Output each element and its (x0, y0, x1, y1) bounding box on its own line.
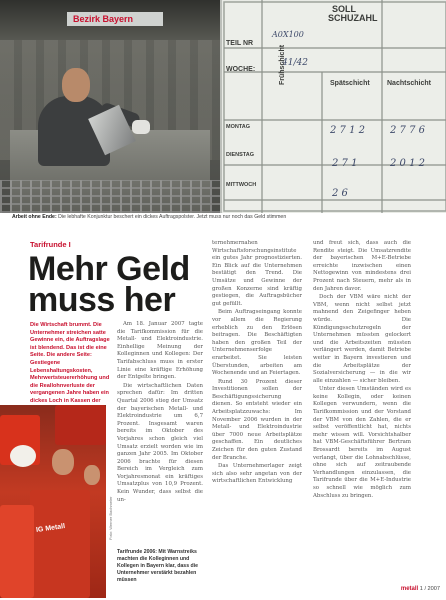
worker-head (62, 68, 90, 102)
union-flag (55, 405, 106, 445)
shift-board (220, 0, 446, 213)
board-week-handwriting: 41/42 (282, 58, 308, 68)
photo-credit: Foto: Werner Bachmeier (108, 496, 113, 540)
page-footer (360, 586, 440, 592)
paragraph: Unter diesen Umständen wird es keine Kollegin, oder keinen Kollegen verwundern, wenn die Tarifkommission und der Vorstand der VBM von den Zahlen, die er selbst veröffentlicht hat, nichts mehr wissen will. Vorsichtshalber hat VBM-Geschäftsführer Bertram Brossardt bereits im August verlangt, über die Lohnabschlüsse, ohne sich auf zeitraubende Verhandlungen einzulassen, die Tarifrunde über die M+E-Industrie so schnell wie möglich zum Abschluss zu bringen. (313, 386, 411, 499)
board-number: 2 7 1 2 (330, 125, 365, 136)
board-schuzahl: SCHUZAHL (328, 13, 378, 23)
board-soll: SOLL (332, 4, 356, 14)
text-column-1 (117, 321, 203, 505)
board-part-handwriting: A0X100 (272, 30, 304, 39)
balloon (10, 445, 36, 467)
paragraph: ternehmernahen Wirtschaftsforschungsinstitute ein gutes Jahr prognostizierten. Ein Blick auf die Unternehmen bestätigt den Trend. Die Umsätze und Gewinne der großen Konzerne sind kräftig gestiegen, die Auftragsbücher gut gefüllt. (212, 240, 302, 307)
board-number: 2 7 1 (332, 158, 358, 169)
bottom-photo-caption: Tarifrunde 2006: Mit Warnstreiks machten die Kolleginnen und Kollegen in Bayern klar, dass die Unternehmer verstärkt bezahlen müssen (117, 549, 199, 583)
headline-line-1: Mehr Geld (28, 250, 190, 288)
protester-vest (30, 490, 90, 598)
paragraph: Am 18. Januar 2007 tagte die Tarifkommission für die Metall- und Elektroindustrie. Einhellige Meinung der Kolleginnen und Kollegen: Der Tarifabschluss muss in erster Linie eine kräftige Erhöhung der Entgelte bringen. (117, 321, 203, 381)
text-column-3 (313, 240, 411, 501)
top-caption-lead: Arbeit ohne Ende: (12, 214, 57, 220)
top-caption-text: Die lebhafte Konjunktur beschert ein dickes Auftragspolster. Jetzt muss nur noch das Geld stimmen (58, 214, 287, 220)
paragraph: Beim Auftragseingang konnte vor allem die Regierung erheblich zu den Erlösen beitragen. Die Beschäftigten haben den großen Teil der Unternehmenserfolge erarbeitet. Sie leisten Überstunden, arbeiten am Wochenende und an Feiertagen. (212, 309, 302, 377)
bottom-photo (0, 405, 106, 598)
lead-paragraph: Die Wirtschaft brummt. Die Unternehmer streichen satte Gewinne ein, die Auftragslage ist blendend. Das ist die eine Seite. Die andere Seite: Gestiegene Lebenshaltungskosten, Mehrwertsteuererhöhung und die Reallohnverluste der vergangenen Jahre haben ein dickes Loch in Kassen der (30, 322, 110, 404)
section-tag: Bezirk Bayern (67, 12, 163, 26)
board-number: 2 7 7 6 (390, 125, 425, 136)
kicker: Tarifrunde I (30, 240, 71, 249)
protester-face (52, 449, 74, 475)
paragraph: Doch der VBM wäre nicht der VBM, wenn nicht selbst jetzt mahnend den Zeigefinger heben würde. Die Kündigungsschutzregeln der Unternehmen müssten gelockert und die Arbeitszeiten müssten verlängert werden, damit Betriebe weiter in Bayern investieren und die Arbeitsplätze der Sozialversicherung — in die wir alle einzahlen — sicher bleiben. (313, 294, 411, 384)
footer-issue: 1 / 2007 (419, 586, 440, 592)
board-col-spaet: Spätschicht (330, 80, 370, 87)
footer-brand: metall (400, 586, 419, 592)
worker-glove (132, 120, 150, 134)
paragraph: Das Unternehmerlager zeigt sich also sehr angetan von der wirtschaftlichen Entwicklung (212, 463, 302, 485)
flag-text: IG Metall (35, 523, 66, 534)
board-col-nacht: Nachtschicht (387, 80, 431, 87)
board-day-dienstag: DIENSTAG (226, 152, 255, 158)
protester-vest (0, 505, 34, 598)
top-photo-caption (12, 214, 442, 221)
board-day-montag: MONTAG (226, 124, 251, 130)
top-photo (0, 0, 446, 213)
paragraph: und freut sich, dass auch die Rendite steigt. Die Umsatzrendite der bayerischen M+E-Betriebe erreichte inzwischen einen Nettogewinn von mindestens drei Prozent nach Steuern, mehr als in den Jahren davor. (313, 240, 411, 292)
paragraph: Die wirtschaftlichen Daten sprechen dafür: Im dritten Quartal 2006 stieg der Umsatz der bayerischen Metall- und Elektroindustrie um 6,7 Prozent. Insgesamt waren bereits im Oktober des Vorjahres schon gleich viel Umsatz erzielt worden wie im ganzen Jahr 2005. Im Oktober 2006 brachte für diesen Bereich im Vergleich zum Vorjahresmonat ein kräftiges Umsatzplus von 10,9 Prozent. Kein Wunder, dass selbst die un- (117, 382, 203, 503)
protester-face (84, 465, 100, 485)
board-number: 2 6 (332, 188, 348, 199)
text-column-2 (212, 240, 302, 487)
board-day-mittwoch: MITTWOCH (226, 182, 257, 188)
paragraph: Rund 30 Prozent dieser Investitionen sollen der Beschäftigungssicherung dienen. So entsteht wieder ein Arbeitsplatzzuwachs: Im November 2006 wurden in der Metall- und Elektroindustrie über 7000 neue Arbeitsplätze geschaffen. Ein deutliches Zeichen für den guten Zustand der Branche. (212, 378, 302, 461)
board-number: 2 0 1 2 (390, 158, 425, 169)
machine-grid (0, 180, 220, 213)
headline (28, 250, 218, 319)
board-col-frueh: Frühschicht (279, 44, 286, 85)
headline-line-2: muss her (28, 281, 176, 319)
board-teil-nr: TEIL NR (226, 40, 254, 47)
board-woche: WOCHE: (226, 66, 256, 73)
